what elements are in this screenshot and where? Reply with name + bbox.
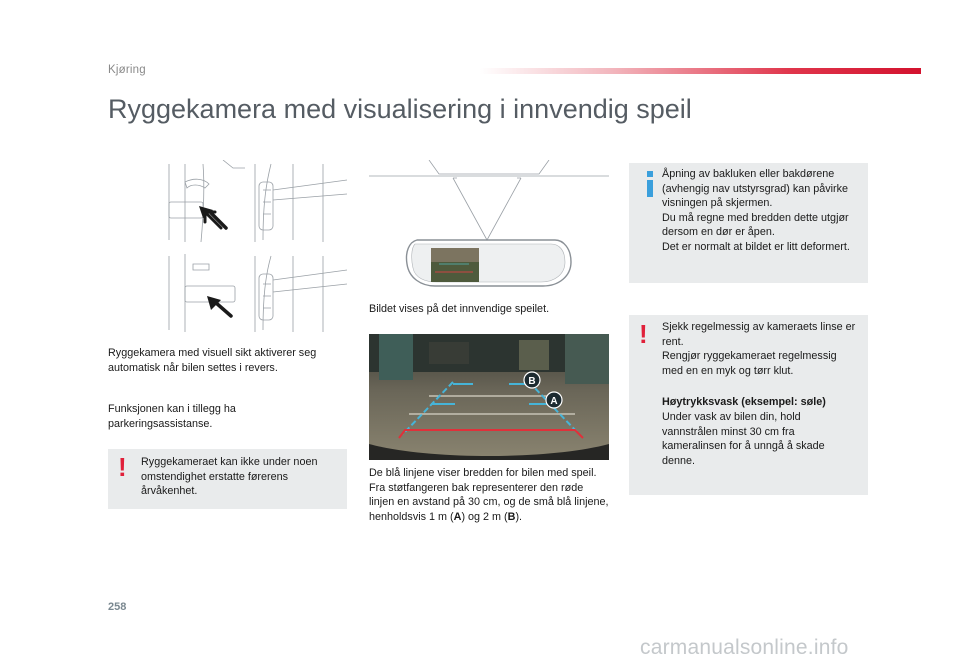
camera-view-image [369, 334, 609, 460]
marker-a: A [550, 396, 558, 407]
vehicle-rear-camera-illustration [163, 160, 349, 332]
page-title: Ryggekamera med visualisering i innvendig speil [108, 94, 692, 124]
intro-paragraph: Ryggekamera med visuell sikt aktiverer seg automatisk når bilen settes i revers. [108, 347, 317, 374]
wash-text: Under vask av bilen din, hold vannstrålen minst 30 cm fra kameralinsen for å unngå å skade denne. [662, 411, 825, 467]
mirror-caption: Bildet vises på det innvendige speilet. [369, 303, 550, 315]
info-box [629, 163, 868, 283]
warning-box-left [108, 449, 347, 509]
section-label: Kjøring [108, 64, 146, 76]
warning-box-right [629, 315, 868, 495]
lines-caption-part1: De blå linjene viser bredden for bilen med speil. Fra støtfangeren bak representerer den røde linjen en avstand på 30 cm, og de små blå linjene, henholdsvis 1 m ( [369, 467, 609, 523]
header-accent-bar [480, 68, 921, 74]
watermark: carmanualsonline.info [640, 636, 849, 659]
info-icon [639, 171, 661, 197]
warning-text-left: Ryggekameraet kan ikke under noen omstendighet erstatte førerens årvåkenhet. [141, 456, 318, 497]
warning-icon-right: ! [639, 319, 648, 349]
lines-caption-part3: ). [515, 510, 523, 523]
label-a: A [453, 510, 462, 523]
parking-assist-paragraph: Funksjonen kan i tillegg ha parkeringsassistanse. [108, 403, 236, 430]
lines-caption-part2: ) og 2 m ( [461, 510, 508, 523]
interior-mirror-illustration [369, 160, 609, 296]
lines-caption [369, 466, 609, 524]
label-b: B [507, 510, 516, 523]
warning-text-right: Sjekk regelmessig av kameraets linse er rent. Rengjør ryggekameraet regelmessig med en en myk og tørr klut. [662, 321, 856, 377]
marker-b: B [528, 376, 536, 387]
info-text: Åpning av bakluken eller bakdørene (avhengig nav utstyrsgrad) kan påvirke visningen på skjermen. Du må regne med bredden dette utgjør dersom en dør er åpen. Det er normalt at bildet er litt deformert. [662, 168, 850, 253]
warning-icon: ! [118, 452, 127, 482]
wash-title: Høytrykksvask (eksempel: søle) [662, 396, 826, 408]
page-number: 258 [108, 601, 127, 613]
